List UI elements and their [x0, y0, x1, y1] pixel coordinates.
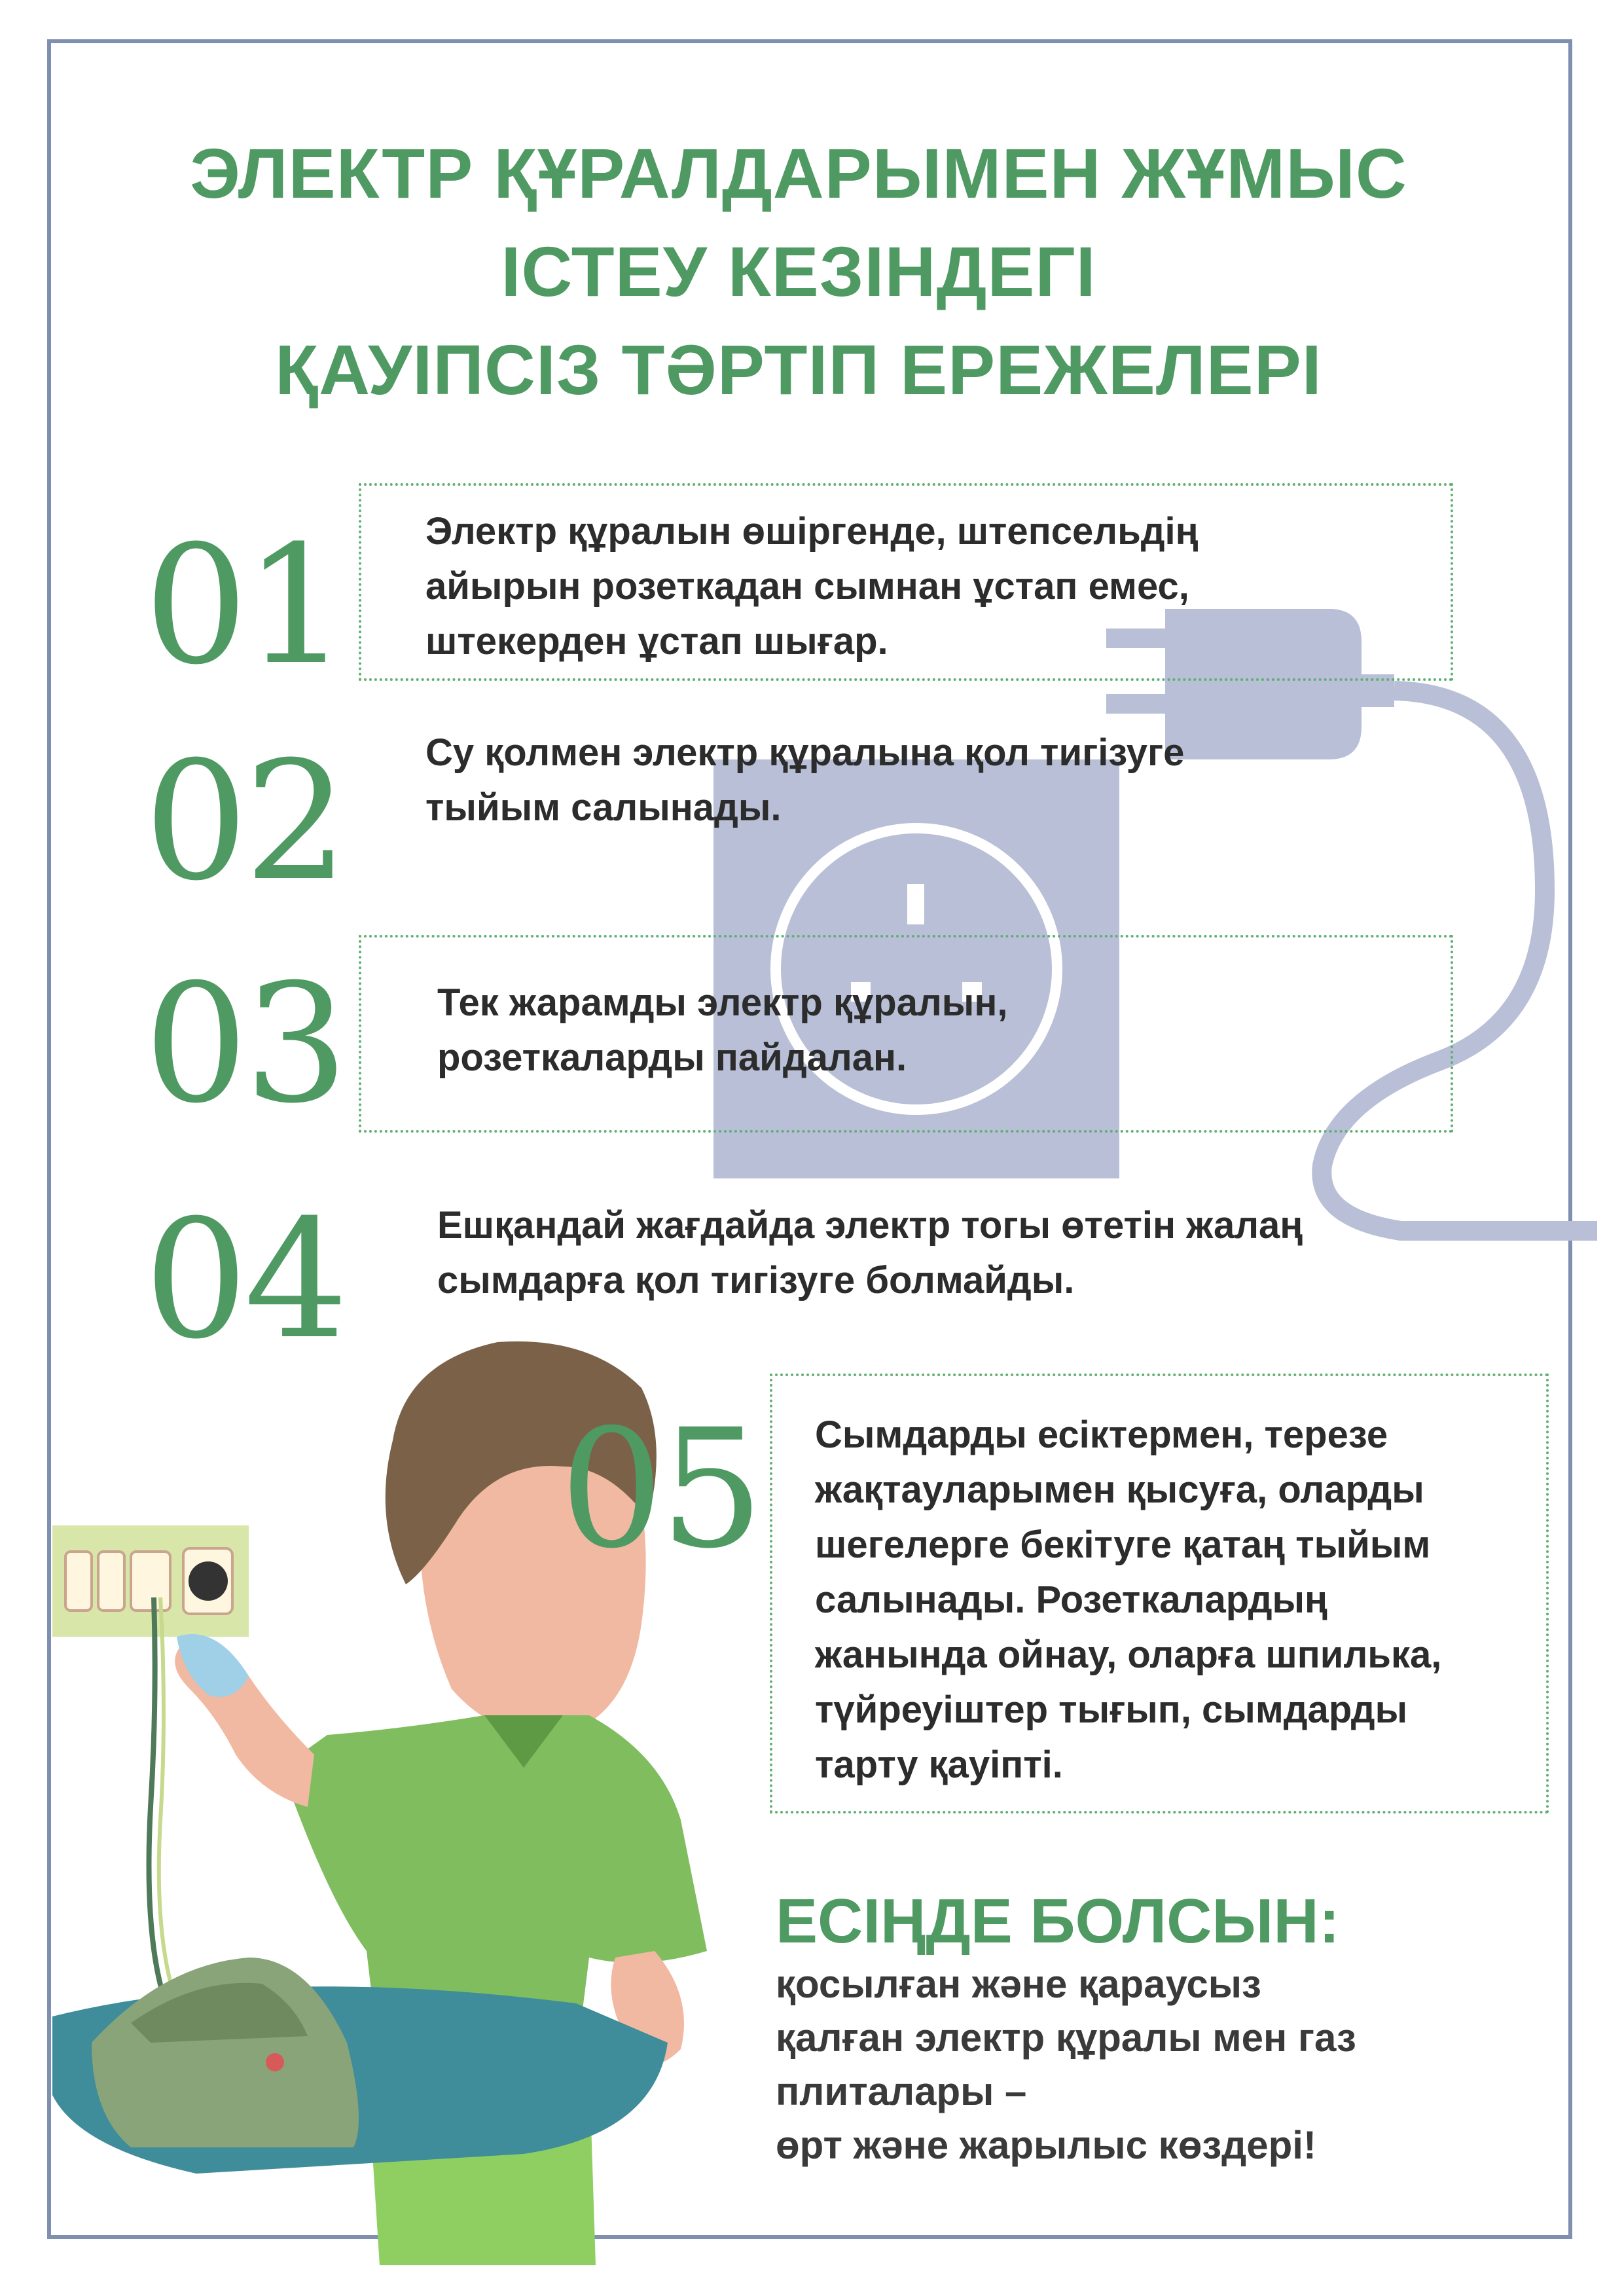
rule-01-line-1: Электр құралын өшіргенде, штепсельдің [425, 510, 1199, 553]
rule-number-04: 04 [144, 1184, 345, 1375]
rule-number-03: 03 [144, 949, 345, 1139]
remember-title: ЕСІҢДЕ БОЛСЫН: [776, 1886, 1340, 1956]
rule-text-04 [437, 1198, 1303, 1308]
rule-number-02: 02 [144, 726, 345, 917]
wall-socket-icon [52, 1525, 249, 1637]
page-title-line-1: ЭЛЕКТР ҚҰРАЛДАРЫМЕН ЖҰМЫС [190, 134, 1407, 213]
rule-05-line-4: салынады. Розеткалардың [815, 1578, 1328, 1621]
remember-line-3: плиталары – [776, 2069, 1027, 2113]
remember-line-4: өрт және жарылыс көздері! [776, 2123, 1316, 2167]
rule-text-05 [815, 1408, 1535, 1793]
rule-05-line-3: шегелерге бекітуге қатаң тыйым [815, 1523, 1431, 1566]
rule-03-line-1: Тек жарамды электр құралын, [437, 981, 1008, 1024]
cord-icon [149, 1597, 177, 2003]
rule-05-line-6: түйреуіштер тығып, сымдарды [815, 1688, 1408, 1731]
rule-04-line-2: сымдарға қол тигізуге болмайды. [437, 1259, 1075, 1302]
remember-line-2: қалған электр құралы мен газ [776, 2016, 1356, 2060]
rule-05-line-5: жанында ойнау, оларға шпилька, [815, 1633, 1442, 1676]
rule-text-01 [425, 504, 1199, 669]
remember-text [776, 1958, 1496, 2172]
rule-05-line-2: жақтауларымен қысуға, оларды [815, 1468, 1424, 1511]
rule-number-05: 05 [560, 1394, 761, 1584]
rule-05-line-7: тарту қауіпті. [815, 1743, 1063, 1786]
rule-05-line-1: Сымдарды есіктермен, терезе [815, 1413, 1388, 1456]
rule-02-line-2: тыйым салынады. [425, 786, 782, 829]
remember-line-1: қосылған және қараусыз [776, 1962, 1261, 2006]
rule-02-line-1: Су қолмен электр құралына қол тигізуге [425, 731, 1185, 774]
page-title-line-3: ҚАУІПСІЗ ТӘРТІП ЕРЕЖЕЛЕРІ [275, 330, 1322, 409]
rule-01-line-2: айырын розеткадан сымнан ұстап емес, [425, 565, 1189, 608]
iron-icon [92, 1958, 359, 2147]
page-title [79, 124, 1519, 419]
page-title-line-2: ІСТЕУ КЕЗІНДЕГІ [501, 232, 1096, 311]
rule-number-01: 01 [144, 510, 345, 701]
rule-04-line-1: Ешқандай жағдайда электр тогы өтетін жалаң [437, 1204, 1303, 1247]
rule-text-02 [425, 725, 1184, 835]
rule-03-line-2: розеткаларды пайдалан. [437, 1036, 907, 1079]
rule-01-line-3: штекерден ұстап шығар. [425, 620, 888, 663]
rule-text-03 [437, 975, 1007, 1085]
